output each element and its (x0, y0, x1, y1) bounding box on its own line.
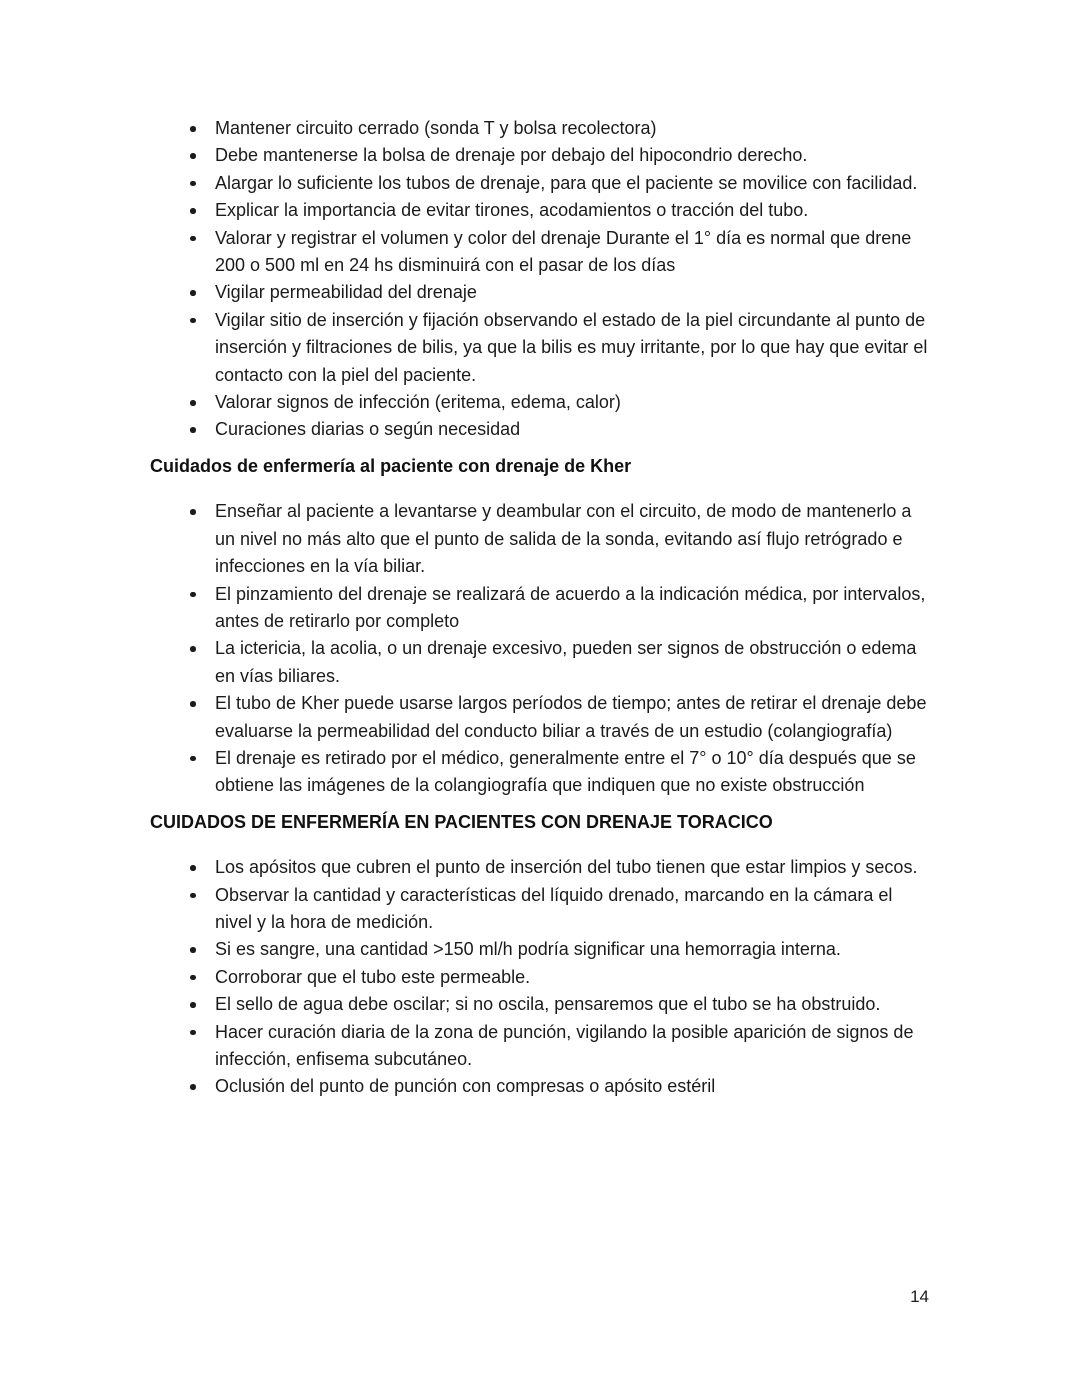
biliary-drain-care-list (150, 115, 929, 444)
page-content (150, 115, 929, 1101)
list-item: Valorar y registrar el volumen y color del drenaje Durante el 1° día es normal que drene 200 o 500 ml en 24 hs disminuirá con el pasar de los días (150, 225, 929, 280)
list-item: La ictericia, la acolia, o un drenaje excesivo, pueden ser signos de obstrucción o edema en vías biliares. (150, 635, 929, 690)
list-item: Debe mantenerse la bolsa de drenaje por debajo del hipocondrio derecho. (150, 142, 929, 169)
list-item: Mantener circuito cerrado (sonda T y bolsa recolectora) (150, 115, 929, 142)
list-item: El pinzamiento del drenaje se realizará de acuerdo a la indicación médica, por intervalos, antes de retirarlo por completo (150, 581, 929, 636)
list-item: Curaciones diarias o según necesidad (150, 416, 929, 443)
list-item: Los apósitos que cubren el punto de inserción del tubo tienen que estar limpios y secos. (150, 854, 929, 881)
list-item: Vigilar permeabilidad del drenaje (150, 279, 929, 306)
list-item: El drenaje es retirado por el médico, generalmente entre el 7° o 10° día después que se obtiene las imágenes de la colangiografía que indiquen que no existe obstrucción (150, 745, 929, 800)
toracico-section-heading: CUIDADOS DE ENFERMERÍA EN PACIENTES CON DRENAJE TORACICO (150, 811, 773, 832)
list-item: El tubo de Kher puede usarse largos períodos de tiempo; antes de retirar el drenaje debe evaluarse la permeabilidad del conducto biliar a través de un estudio (colangiografía) (150, 690, 929, 745)
list-item: Si es sangre, una cantidad >150 ml/h podría significar una hemorragia interna. (150, 936, 929, 963)
list-item: Enseñar al paciente a levantarse y deambular con el circuito, de modo de mantenerlo a un nivel no más alto que el punto de salida de la sonda, evitando así flujo retrógrado e infecciones en la vía biliar. (150, 498, 929, 580)
toracico-care-list (150, 854, 929, 1101)
kher-care-list (150, 498, 929, 799)
kher-section-heading: Cuidados de enfermería al paciente con drenaje de Kher (150, 455, 632, 476)
list-item: Alargar lo suficiente los tubos de drenaje, para que el paciente se movilice con facilidad. (150, 170, 929, 197)
list-item: Explicar la importancia de evitar tirones, acodamientos o tracción del tubo. (150, 197, 929, 224)
list-item: El sello de agua debe oscilar; si no oscila, pensaremos que el tubo se ha obstruido. (150, 991, 929, 1018)
list-item: Oclusión del punto de punción con compresas o apósito estéril (150, 1073, 929, 1100)
list-item: Vigilar sitio de inserción y fijación observando el estado de la piel circundante al punto de inserción y filtraciones de bilis, ya que la bilis es muy irritante, por lo que hay que evitar el contacto con la piel del paciente. (150, 307, 929, 389)
list-item: Hacer curación diaria de la zona de punción, vigilando la posible aparición de signos de infección, enfisema subcutáneo. (150, 1019, 929, 1074)
page-number: 14 (910, 1287, 929, 1306)
list-item: Valorar signos de infección (eritema, edema, calor) (150, 389, 929, 416)
list-item: Corroborar que el tubo este permeable. (150, 964, 929, 991)
list-item: Observar la cantidad y características del líquido drenado, marcando en la cámara el nivel y la hora de medición. (150, 882, 929, 937)
